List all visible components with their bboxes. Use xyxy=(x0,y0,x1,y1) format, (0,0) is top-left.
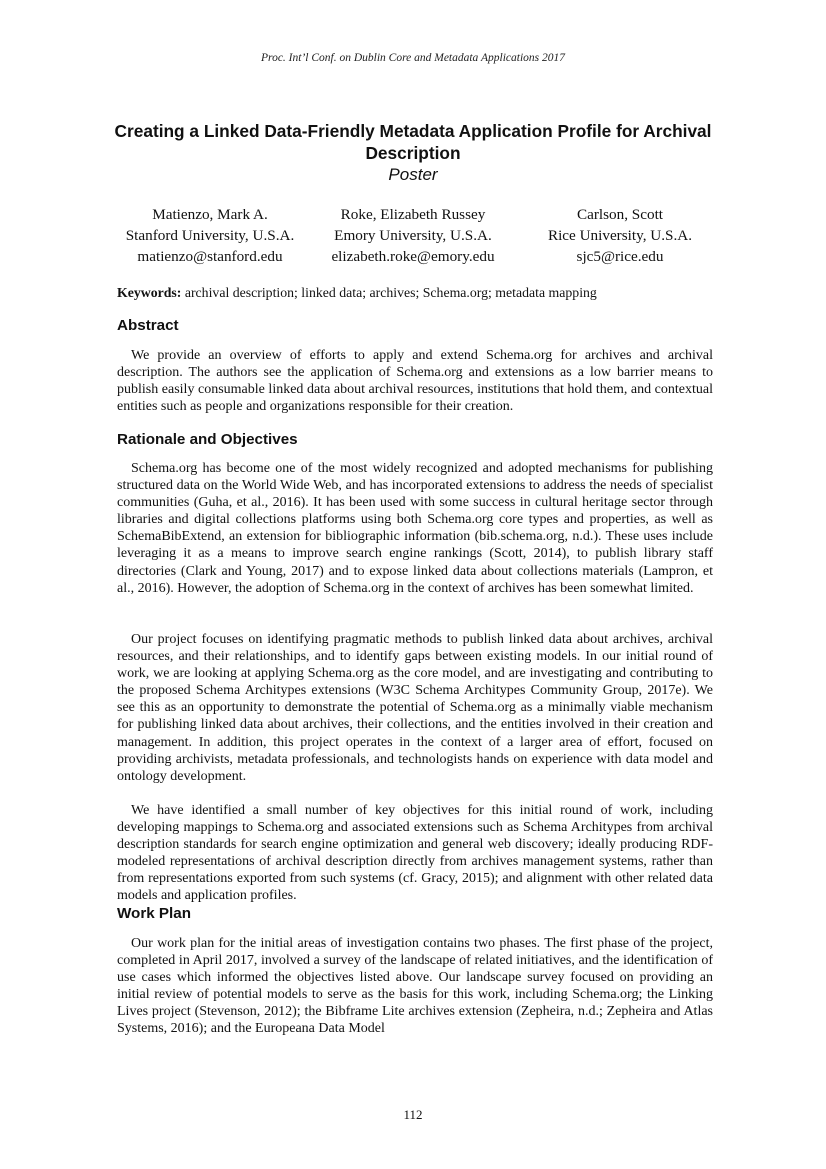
rationale-paragraph-3: We have identified a small number of key objectives for this initial round of work, including developing mappings to Schema.org and associated extensions such as Schema Architypes from archival description standards for search engine optimization and general web discovery; ideally producing RDF-modeled representations of archival description directly from archives management systems, rather than from representations exported from such systems (cf. Gracy, 2015); and alignment with other related data models and application profiles. xyxy=(117,803,713,904)
section-heading-work-plan: Work Plan xyxy=(117,905,191,922)
author-name: Roke, Elizabeth Russey xyxy=(340,206,486,223)
rationale-paragraph-2: Our project focuses on identifying pragmatic methods to publish linked data about archives, archival resources, and their relationships, and to identify gaps between existing models. In our initial round of work, we are looking at applying Schema.org as the core model, and are investigating and contributing to the proposed Schema Architypes extensions (W3C Schema Architypes Community Group, 2017e). We see this as an opportunity to demonstrate the potential of Schema.org as a minimally viable mechanism for publishing linked data about archives, their collections, and the entities involved in their creation and management. In addition, this project operates in the context of a larger area of effort, focused on providing archivists, metadata professionals, and technologists hands on experience with data model and ontology development. xyxy=(117,632,713,784)
author-name: Matienzo, Mark A. xyxy=(152,206,268,223)
author-block xyxy=(520,204,720,267)
author-name: Carlson, Scott xyxy=(576,206,664,223)
paper-title: Creating a Linked Data-Friendly Metadata Application Profile for Archival Description xyxy=(114,121,712,163)
author-affiliation: Stanford University, U.S.A. xyxy=(125,227,295,244)
section-heading-abstract: Abstract xyxy=(117,317,179,334)
keywords-line xyxy=(117,285,717,301)
author-block xyxy=(100,204,320,267)
keywords-label: Keywords: xyxy=(117,285,182,300)
abstract-paragraph: We provide an overview of efforts to apply and extend Schema.org for archives and archival description. The authors see the application of Schema.org and extensions as a low barrier means to publish easily consumable linked data about archival resources, institutions that hold them, and contextual entities such as people and organizations responsible for their creation. xyxy=(117,348,713,415)
rationale-paragraph-1: Schema.org has become one of the most widely recognized and adopted mechanisms for publishing structured data on the World Wide Web, and has incorporated extensions to address the needs of specialist communities (Guha, et al., 2016). It has been used with some success in cultural heritage sector through libraries and digital collections platforms using both Schema.org core types and properties, as well as SchemaBibExtend, an extension for bibliographic information (bib.schema.org, n.d.). These uses include leveraging it as a means to improve search engine rankings (Scott, 2014), to publish library staff directories (Clark and Young, 2017) and to expose linked data about collections materials (Lampron, et al., 2016). However, the adoption of Schema.org in the context of archives has been somewhat limited. xyxy=(117,461,713,596)
running-head: Proc. Int’l Conf. on Dublin Core and Metadata Applications 2017 xyxy=(261,52,565,64)
paper-subtitle: Poster xyxy=(388,165,438,184)
author-block xyxy=(313,204,513,267)
work-plan-paragraph: Our work plan for the initial areas of investigation contains two phases. The first phase of the project, completed in April 2017, involved a survey of the landscape of related initiatives, and the identification of use cases which informed the objectives listed above. Our landscape survey focused on providing an initial review of potential models to serve as the basis for this work, including Schema.org; the Linking Lives project (Stevenson, 2012); the Bibframe Lite archives extension (Zepheira, n.d.; Zepheira and Atlas Systems, 2016); and the Europeana Data Model xyxy=(117,936,713,1037)
author-affiliation: Rice University, U.S.A. xyxy=(547,227,693,244)
author-email: sjc5@rice.edu xyxy=(576,248,664,265)
page-number: 112 xyxy=(403,1107,423,1122)
keywords-list: archival description; linked data; archives; Schema.org; metadata mapping xyxy=(184,285,597,300)
author-affiliation: Emory University, U.S.A. xyxy=(334,227,492,244)
author-email: elizabeth.roke@emory.edu xyxy=(331,248,495,265)
author-email: matienzo@stanford.edu xyxy=(137,248,283,265)
section-heading-rationale: Rationale and Objectives xyxy=(117,431,298,448)
